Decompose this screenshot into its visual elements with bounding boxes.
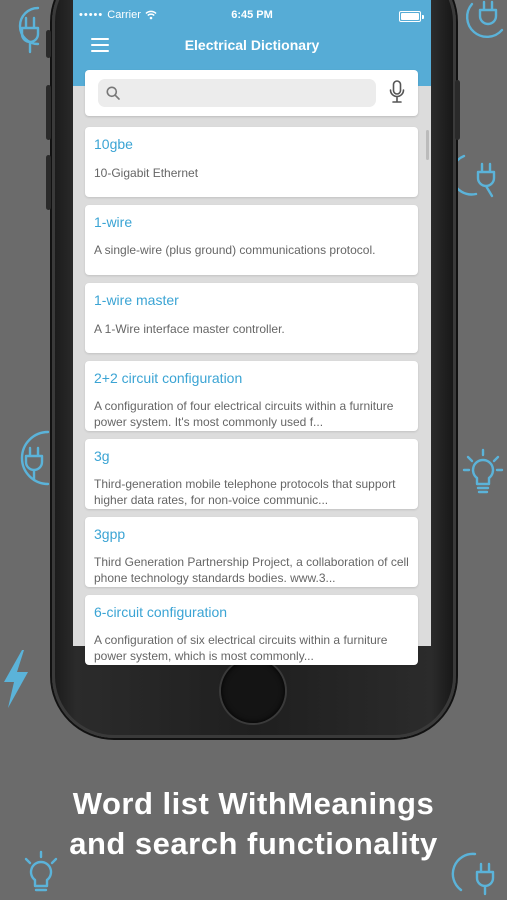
term-meaning: A 1-Wire interface master controller.: [94, 322, 285, 336]
battery-icon: [399, 11, 421, 22]
promo-caption: [0, 784, 507, 864]
term-meaning: 10-Gigabit Ethernet: [94, 166, 199, 180]
term-meaning: A configuration of six electrical circuits within a furniture power system, which is most commonly...: [94, 633, 388, 663]
caption-line-1: Word list WithMeanings: [72, 786, 435, 821]
page-title: Electrical Dictionary: [184, 37, 320, 53]
term-meaning: A single-wire (plus ground) communications protocol.: [94, 243, 376, 257]
list-item[interactable]: [85, 205, 418, 275]
status-time: 6:45 PM: [231, 9, 273, 21]
phone-power-button: [455, 80, 460, 140]
list-item[interactable]: [85, 439, 418, 509]
status-bar: [73, 0, 431, 30]
scrollbar[interactable]: [426, 130, 429, 160]
term-title: 10gbe: [94, 136, 133, 152]
phone-side-button: [46, 30, 51, 58]
list-item[interactable]: [85, 517, 418, 587]
term-title: 1-wire master: [94, 292, 179, 308]
caption-line-2: and search functionality: [69, 826, 438, 861]
search-icon: [106, 86, 120, 100]
signal-dots: •••••: [79, 9, 104, 21]
word-list: [85, 127, 418, 673]
lightbulb-icon: [462, 448, 504, 500]
microphone-icon[interactable]: [389, 80, 405, 104]
term-meaning: Third Generation Partnership Project, a collaboration of cell phone technology standards bodies. www.3...: [94, 555, 409, 585]
list-item[interactable]: [85, 127, 418, 197]
term-title: 3gpp: [94, 526, 126, 542]
lightning-icon: [0, 650, 30, 708]
app-screen: [73, 0, 431, 663]
search-input[interactable]: [128, 79, 368, 107]
list-item[interactable]: [85, 283, 418, 353]
list-item[interactable]: [85, 595, 418, 665]
list-item[interactable]: [85, 361, 418, 431]
term-title: 2+2 circuit configuration: [94, 370, 243, 386]
term-meaning: A configuration of four electrical circuits within a furniture power system. It's most commonly used f...: [94, 399, 394, 429]
term-title: 6-circuit configuration: [94, 604, 228, 620]
carrier-label: Carrier: [107, 9, 141, 21]
search-field[interactable]: [98, 79, 376, 107]
term-meaning: Third-generation mobile telephone protocols that support higher data rates, for non-voice communic...: [94, 477, 396, 507]
term-title: 1-wire: [94, 214, 133, 230]
plug-icon: [456, 150, 504, 200]
plug-icon: [14, 428, 54, 488]
search-card: [85, 70, 418, 116]
phone-side-button: [46, 155, 51, 210]
plug-icon: [462, 0, 506, 40]
phone-side-button: [46, 85, 51, 140]
term-title: 3g: [94, 448, 110, 464]
